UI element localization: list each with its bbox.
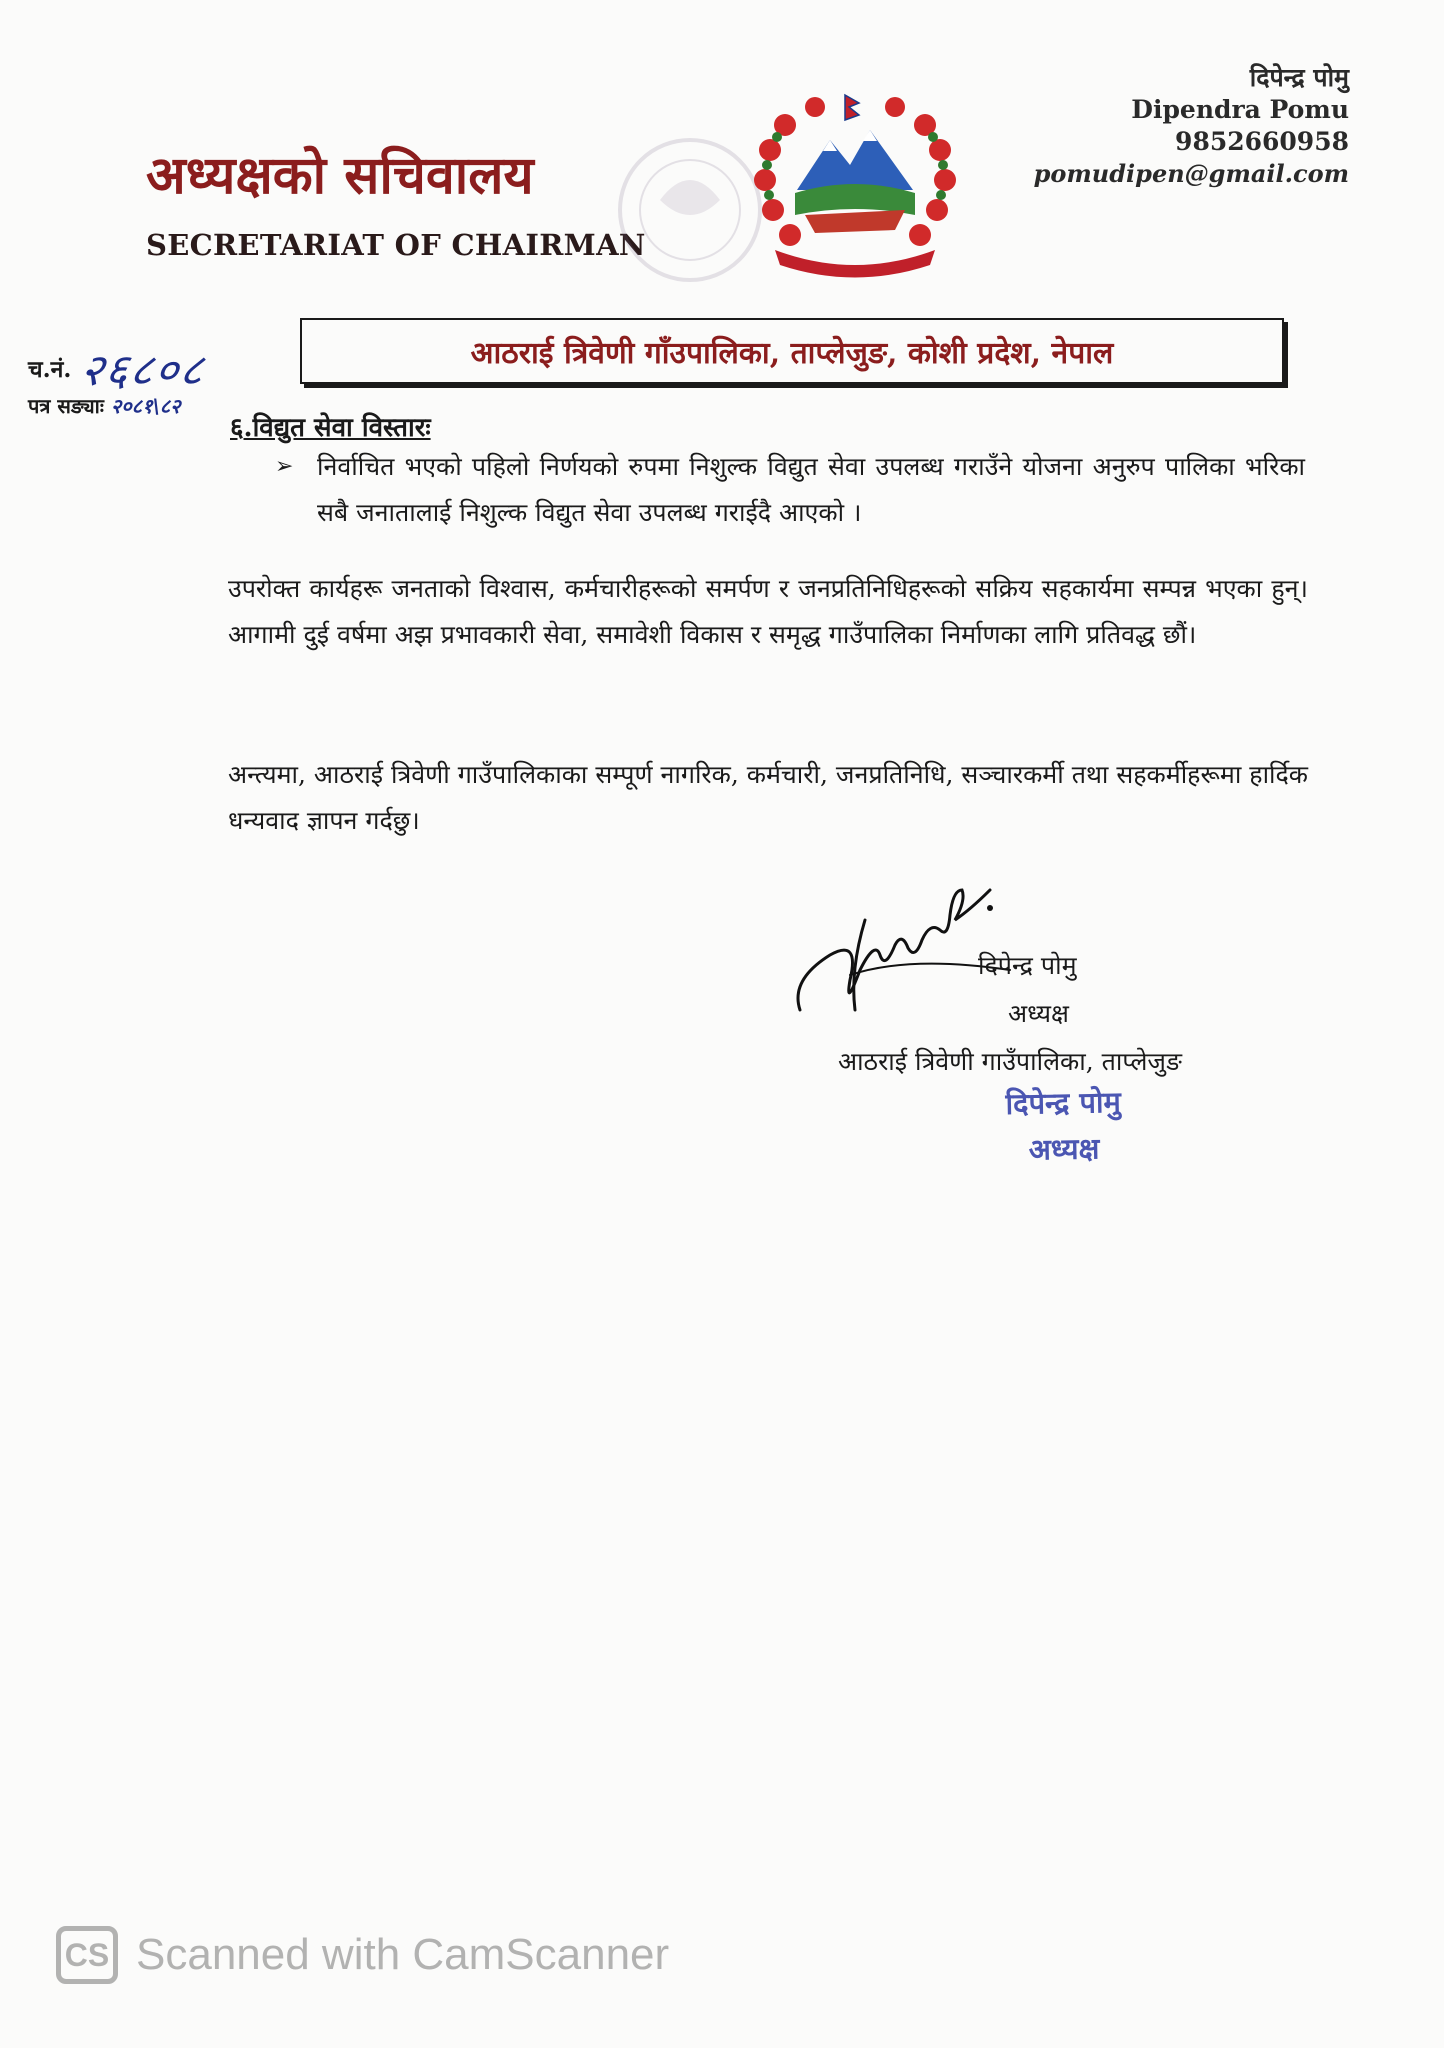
faded-seal-icon	[615, 110, 765, 310]
stamp-name: दिपेन्द्र पोमु	[1005, 1085, 1122, 1122]
contact-phone: 9852660958	[1175, 127, 1349, 156]
bullet-text: निर्वाचित भएको पहिलो निर्णयको रुपमा निशुल्क विद्युत सेवा उपलब्ध गराउँने योजना अनुरुप पालिका भरिका सबै जनातालाई निशुल्क विद्युत सेवा उपलब्ध गराईदै आएको ।	[317, 452, 1305, 527]
contact-name-nepali: दिपेन्द्र पोमु	[1249, 63, 1349, 92]
chalani-label: च.नं.	[28, 356, 72, 383]
handwritten-signature-icon	[790, 860, 1040, 1030]
signatory-title: अध्यक्ष	[1008, 999, 1069, 1028]
paragraph-thanks: अन्त्यमा, आठराई त्रिवेणी गाउँपालिकाका सम्पूर्ण नागरिक, कर्मचारी, जनप्रतिनिधि, सञ्चारकर्मी तथा सहकर्मीहरूमा हार्दिक धन्यवाद ज्ञापन गर्दछु।	[228, 760, 1308, 835]
contact-block	[1034, 62, 1349, 190]
paragraph-achievements: उपरोक्त कार्यहरू जनताको विश्वास, कर्मचारीहरूको समर्पण र जनप्रतिनिधिहरूको सक्रिय सहकार्यमा सम्पन्न भएका हुन्। आगामी दुई वर्षमा अझ प्रभावकारी सेवा, समावेशी विकास र समृद्ध गाउँपालिका निर्माणका लागि प्रतिवद्ध छौं।	[228, 574, 1308, 649]
signatory-name: दिपेन्द्र पोमु	[978, 951, 1077, 980]
patra-label: पत्र सङ्याः	[28, 394, 104, 418]
camscanner-watermark	[56, 1926, 669, 1984]
office-title-english: SECRETARIAT OF CHAIRMAN	[146, 228, 646, 262]
arrow-bullet-icon: ➢	[275, 454, 294, 479]
camscanner-logo-icon: CS	[56, 1926, 118, 1984]
nepal-emblem-icon	[745, 85, 965, 285]
chalani-number	[28, 338, 210, 398]
patra-number	[28, 392, 181, 419]
municipality-banner: आठराई त्रिवेणी गाँउपालिका, ताप्लेजुङ, कोशी प्रदेश, नेपाल	[300, 318, 1284, 384]
contact-email: pomudipen@gmail.com	[1033, 159, 1349, 188]
name-stamp	[1005, 1079, 1122, 1173]
signatory-organization: आठराई त्रिवेणी गाउँपालिका, ताप्लेजुङ	[838, 1047, 1182, 1076]
stamp-title: अध्यक्ष	[1028, 1131, 1100, 1167]
section-heading: ६.विद्युत सेवा विस्तारः	[230, 413, 431, 443]
bullet-item	[275, 444, 1305, 536]
office-title-nepali: अध्यक्षको सचिवालय	[146, 145, 534, 206]
chalani-value: २६८०८	[77, 345, 210, 396]
patra-value: २०८१\८२	[110, 394, 181, 418]
contact-name-english: Dipendra Pomu	[1131, 95, 1349, 124]
watermark-text: Scanned with CamScanner	[136, 1930, 670, 1979]
